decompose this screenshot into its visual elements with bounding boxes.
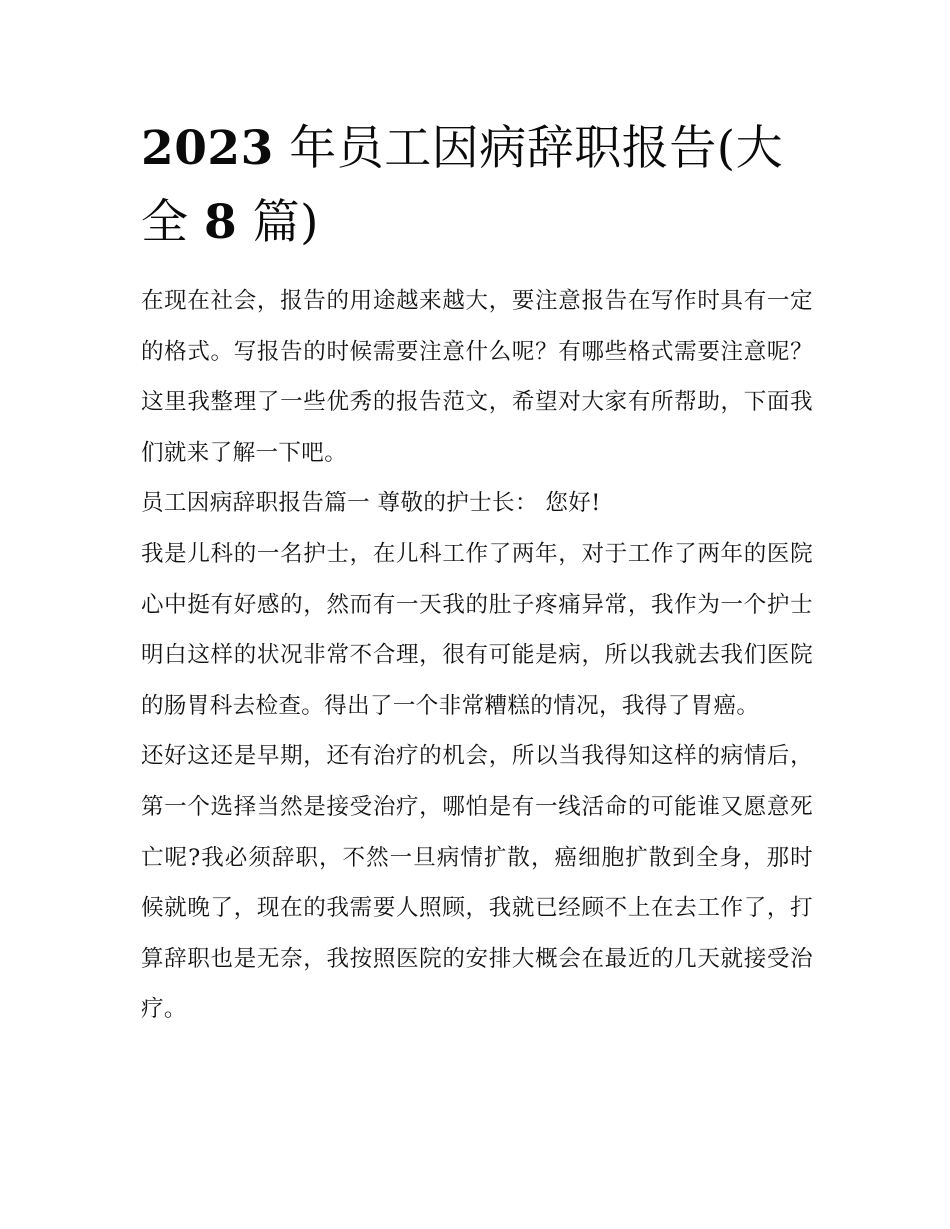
body-paragraph: 还好这还是早期，还有治疗的机会，所以当我得知这样的病情后，第一个选择当然是接受治疗，哪怕是有一线活命的可能谁又愿意死亡呢?我必须辞职，不然一旦病情扩散，癌细胞扩散到全身，那时候就晚了，现在的我需要人照顾，我就已经顾不上在去工作了，打算辞职也是无奈，我按照医院的安排大概会在最近的几天就接受治疗。 [141, 743, 813, 1023]
document-title [141, 112, 821, 260]
title-text: 年员工因病辞职报告(大全 [141, 121, 784, 250]
title-count: 8 [203, 195, 238, 250]
document-body [141, 276, 813, 1035]
title-suffix: 篇) [237, 195, 319, 250]
intro-paragraph: 在现在社会，报告的用途越来越大，要注意报告在写作时具有一定的格式。写报告的时候需要注意什么呢？有哪些格式需要注意呢？这里我整理了一些优秀的报告范文，希望对大家有所帮助，下面我们就来了解一下吧。 [141, 288, 813, 466]
title-year: 2023 [141, 121, 274, 176]
section-heading-paragraph: 员工因病辞职报告篇一 尊敬的护士长： 您好! [141, 490, 601, 517]
body-paragraph: 我是儿科的一名护士，在儿科工作了两年，对于工作了两年的医院心中挺有好感的，然而有一天我的肚子疼痛异常，我作为一个护士明白这样的状况非常不合理，很有可能是病，所以我就去我们医院的肠胃科去检查。得出了一个非常糟糕的情况，我得了胃癌。 [141, 540, 813, 719]
